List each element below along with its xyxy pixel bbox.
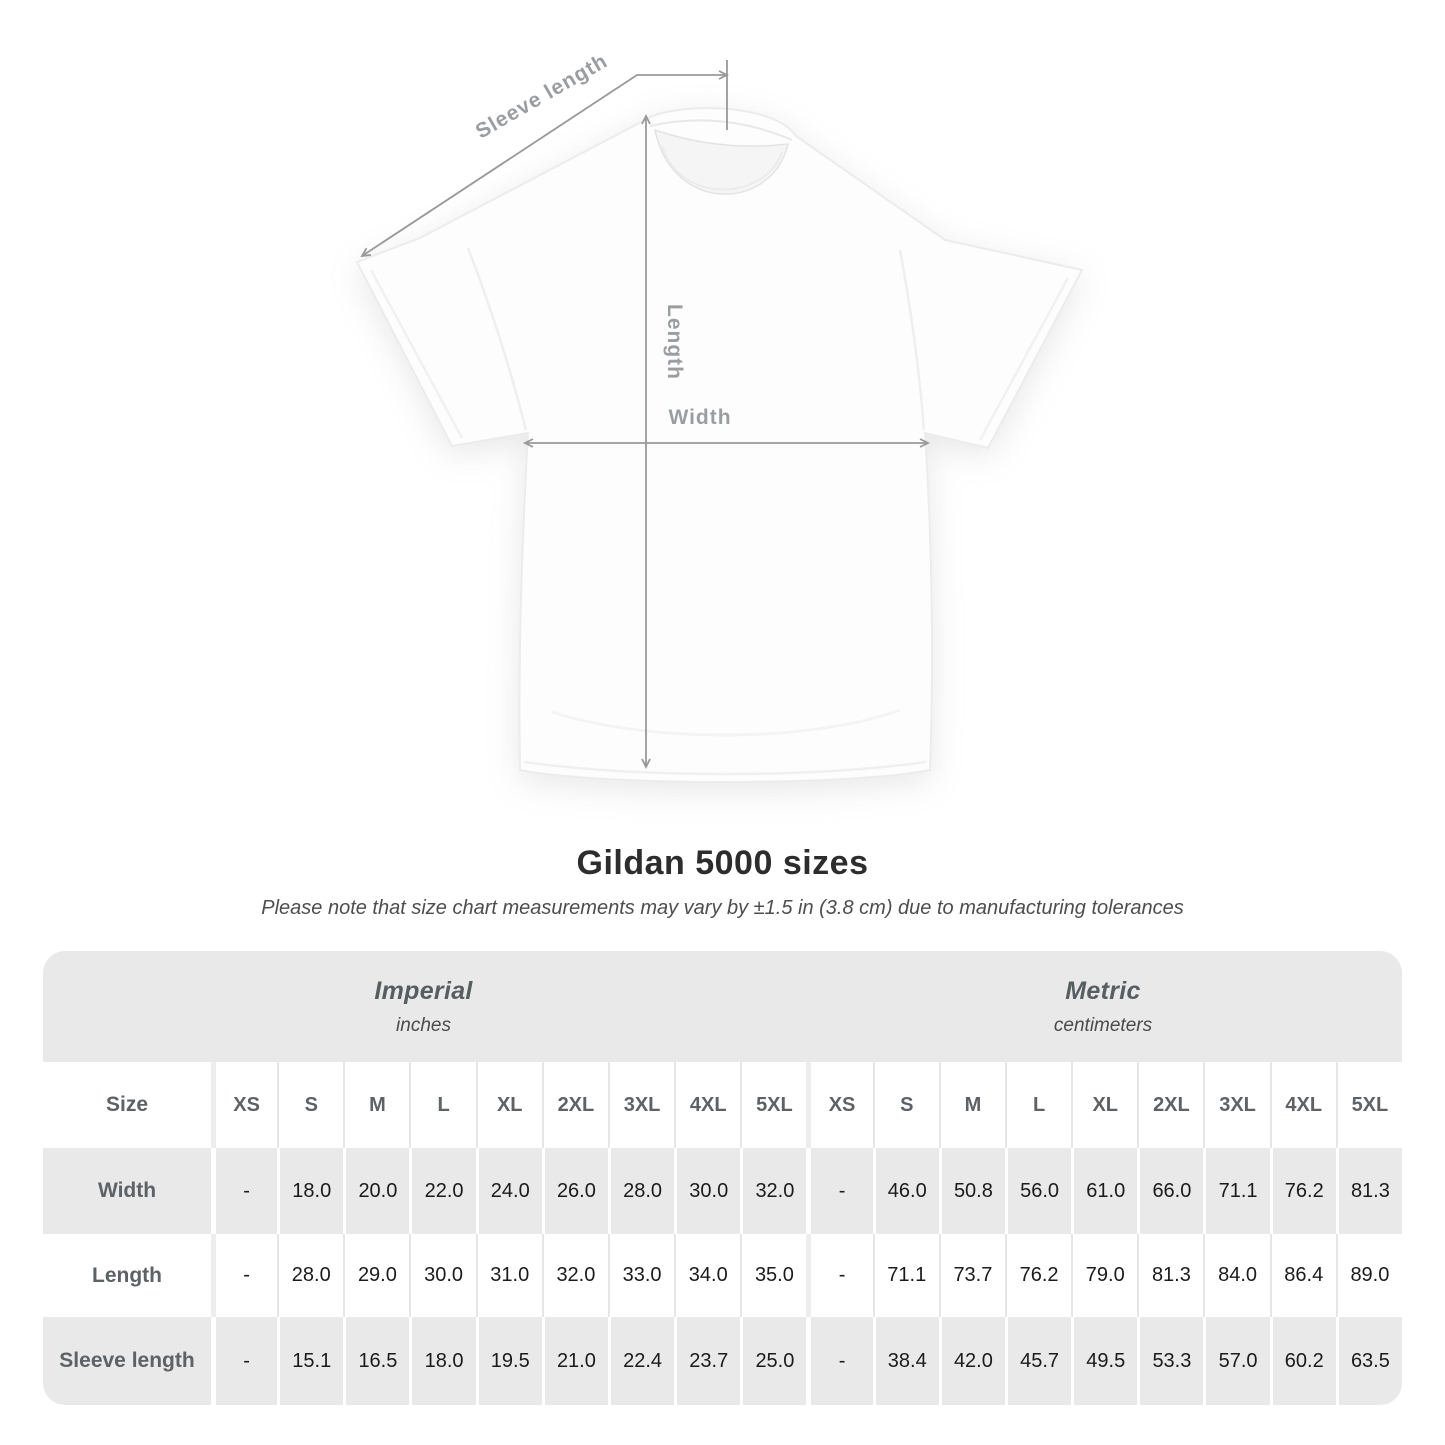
imperial-value-cell: - (211, 1317, 277, 1405)
metric-value-cell: 76.2 (1270, 1148, 1336, 1234)
size-header-imperial-4xl: 4XL (674, 1062, 740, 1148)
imperial-value-cell: 25.0 (740, 1317, 806, 1405)
metric-value-cell: 73.7 (939, 1234, 1005, 1317)
metric-value-cell: 86.4 (1270, 1234, 1336, 1317)
metric-value-cell: 45.7 (1005, 1317, 1071, 1405)
imperial-group-header (43, 951, 804, 1062)
metric-value-cell: 56.0 (1005, 1148, 1071, 1234)
imperial-value-cell: 26.0 (542, 1148, 608, 1234)
imperial-value-cell: 28.0 (608, 1148, 674, 1234)
imperial-value-cell: 15.1 (277, 1317, 343, 1405)
metric-value-cell: 50.8 (939, 1148, 1005, 1234)
metric-value-cell: 61.0 (1071, 1148, 1137, 1234)
imperial-value-cell: 29.0 (343, 1234, 409, 1317)
row-label: Width (97, 1179, 157, 1202)
table-body (43, 1148, 1402, 1405)
size-header-metric-xs: XS (806, 1062, 872, 1148)
size-header-metric-s: S (873, 1062, 939, 1148)
size-header-metric-m: M (939, 1062, 1005, 1148)
size-header-imperial-m: M (343, 1062, 409, 1148)
size-header-imperial-5xl: 5XL (740, 1062, 806, 1148)
size-header-imperial-3xl: 3XL (608, 1062, 674, 1148)
size-header-imperial-2xl: 2XL (542, 1062, 608, 1148)
row-label: Sleeve length (59, 1349, 195, 1372)
metric-group-title: Metric (1065, 976, 1141, 1005)
imperial-value-cell: 16.5 (343, 1317, 409, 1405)
length-label: Length (663, 304, 686, 380)
imperial-value-cell: 19.5 (476, 1317, 542, 1405)
size-header-metric-xl: XL (1071, 1062, 1137, 1148)
metric-value-cell: - (806, 1148, 872, 1234)
imperial-group-unit: inches (396, 1014, 451, 1036)
imperial-value-cell: 32.0 (740, 1148, 806, 1234)
size-chart-table (43, 951, 1402, 1405)
metric-value-cell: 42.0 (939, 1317, 1005, 1405)
imperial-value-cell: 35.0 (740, 1234, 806, 1317)
metric-value-cell: 79.0 (1071, 1234, 1137, 1317)
imperial-value-cell: 30.0 (409, 1234, 475, 1317)
table-row (43, 1148, 1402, 1234)
imperial-value-cell: 28.0 (277, 1234, 343, 1317)
metric-value-cell: 57.0 (1203, 1317, 1269, 1405)
metric-value-cell: 60.2 (1270, 1317, 1336, 1405)
imperial-value-cell: 23.7 (674, 1317, 740, 1405)
metric-value-cell: 66.0 (1137, 1148, 1203, 1234)
imperial-value-cell: 22.4 (608, 1317, 674, 1405)
metric-group-header (804, 951, 1402, 1062)
imperial-group-title: Imperial (374, 976, 473, 1005)
metric-value-cell: 81.3 (1336, 1148, 1402, 1234)
metric-value-cell: 46.0 (873, 1148, 939, 1234)
row-label: Length (92, 1263, 162, 1287)
metric-value-cell: 38.4 (873, 1317, 939, 1405)
unit-group-header (43, 951, 1402, 1062)
imperial-value-cell: - (211, 1234, 277, 1317)
metric-value-cell: 76.2 (1005, 1234, 1071, 1317)
metric-group-unit: centimeters (1053, 1014, 1153, 1036)
metric-value-cell: - (806, 1317, 872, 1405)
imperial-value-cell: 18.0 (277, 1148, 343, 1234)
metric-value-cell: 89.0 (1336, 1234, 1402, 1317)
imperial-value-cell: 30.0 (674, 1148, 740, 1234)
corner-header-cell: Size (105, 1093, 149, 1116)
metric-value-cell: 53.3 (1137, 1317, 1203, 1405)
imperial-value-cell: 18.0 (409, 1317, 475, 1405)
table-row (43, 1234, 1402, 1317)
size-header-metric-3xl: 3XL (1203, 1062, 1269, 1148)
size-header-metric-l: L (1005, 1062, 1071, 1148)
imperial-value-cell: 21.0 (542, 1317, 608, 1405)
size-header-imperial-xs: XS (211, 1062, 277, 1148)
width-label: Width (668, 406, 732, 429)
metric-value-cell: 71.1 (1203, 1148, 1269, 1234)
table-row (43, 1317, 1402, 1405)
size-header-row (43, 1062, 1402, 1148)
imperial-value-cell: 24.0 (476, 1148, 542, 1234)
metric-value-cell: - (806, 1234, 872, 1317)
size-header-imperial-s: S (277, 1062, 343, 1148)
imperial-value-cell: 22.0 (409, 1148, 475, 1234)
metric-value-cell: 71.1 (873, 1234, 939, 1317)
imperial-value-cell: 34.0 (674, 1234, 740, 1317)
size-header-metric-2xl: 2XL (1137, 1062, 1203, 1148)
imperial-value-cell: 31.0 (476, 1234, 542, 1317)
size-header-imperial-xl: XL (476, 1062, 542, 1148)
imperial-value-cell: 20.0 (343, 1148, 409, 1234)
tshirt-graphic (357, 108, 1082, 782)
metric-value-cell: 63.5 (1336, 1317, 1402, 1405)
metric-value-cell: 81.3 (1137, 1234, 1203, 1317)
metric-value-cell: 84.0 (1203, 1234, 1269, 1317)
sleeve-length-label: Sleeve length (471, 49, 612, 144)
tolerance-note: Please note that size chart measurements may vary by ±1.5 in (3.8 cm) due to manufacturing tolerances (261, 897, 1184, 919)
imperial-value-cell: - (211, 1148, 277, 1234)
size-header-imperial-l: L (409, 1062, 475, 1148)
page-title: Gildan 5000 sizes (576, 844, 869, 882)
imperial-value-cell: 32.0 (542, 1234, 608, 1317)
size-header-metric-4xl: 4XL (1270, 1062, 1336, 1148)
size-header-metric-5xl: 5XL (1336, 1062, 1402, 1148)
imperial-value-cell: 33.0 (608, 1234, 674, 1317)
metric-value-cell: 49.5 (1071, 1317, 1137, 1405)
